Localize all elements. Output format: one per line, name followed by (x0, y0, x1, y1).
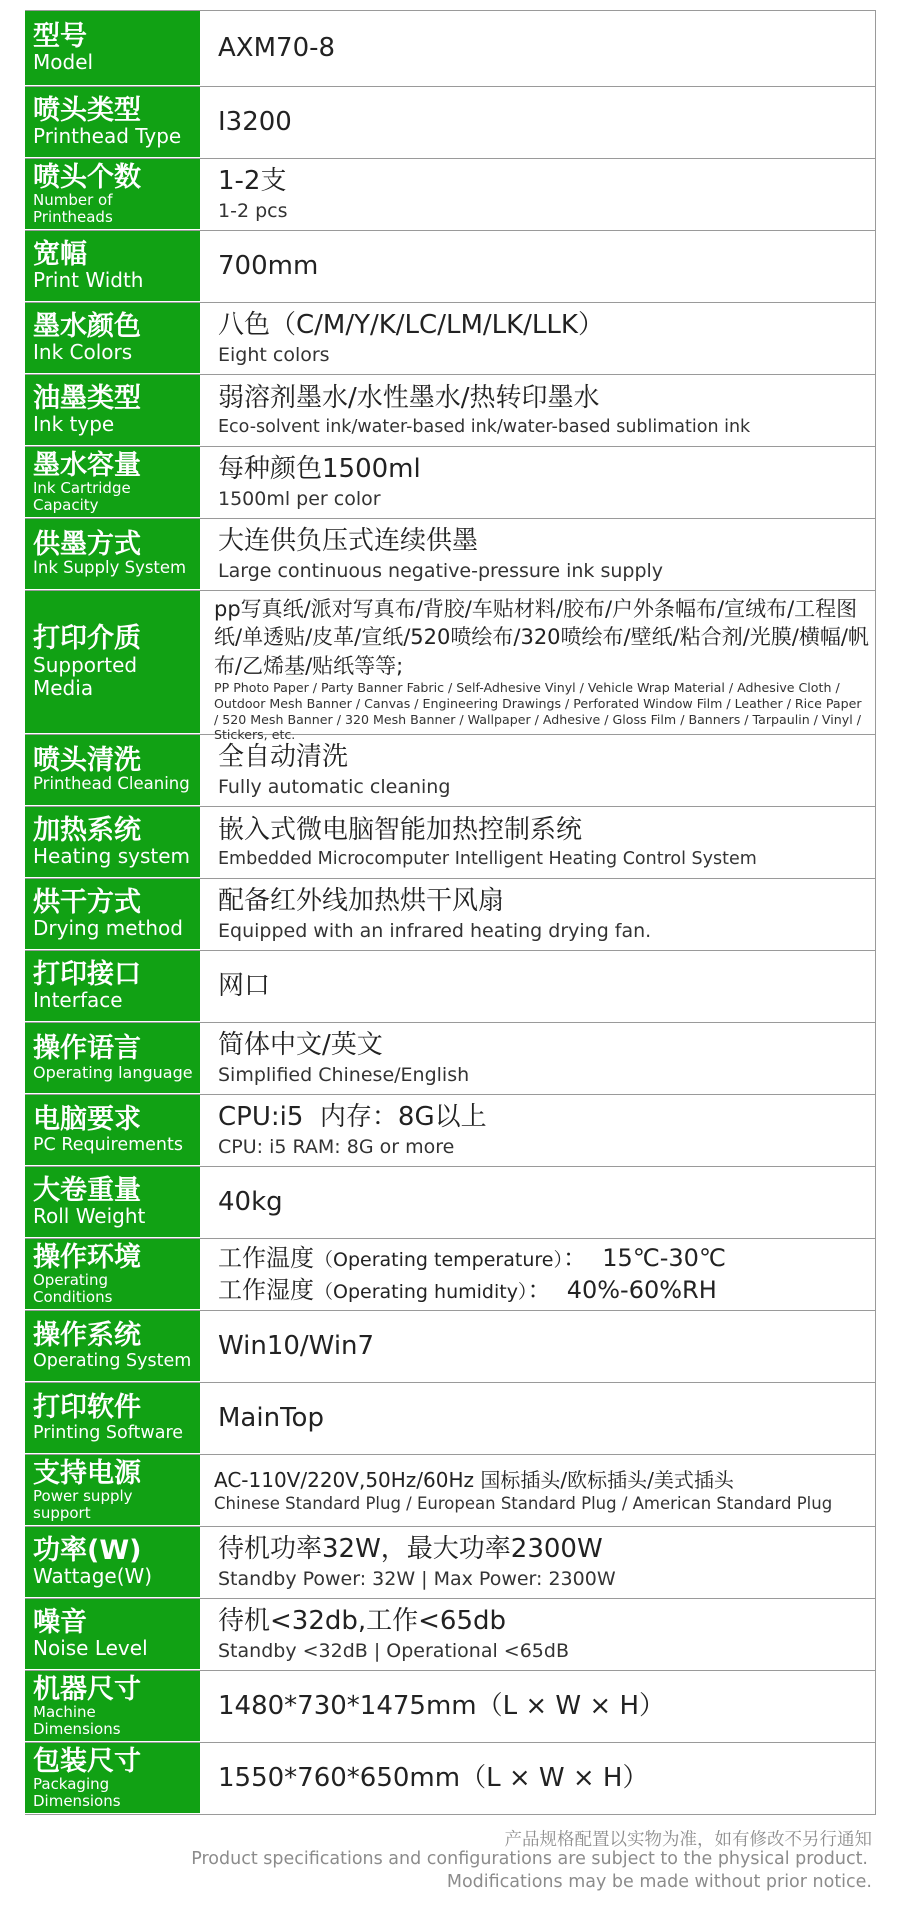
row-value (200, 1671, 875, 1742)
spec-row-power-supply (25, 1455, 875, 1527)
spec-row-interface (25, 951, 875, 1023)
value-main: AC-110V/220V,50Hz/60Hz 国标插头/欧标插头/美式插头 (214, 1467, 734, 1492)
row-value (200, 1455, 875, 1526)
label-cn: 喷头个数 (33, 161, 141, 193)
spec-row-operating-conditions (25, 1239, 875, 1311)
spec-row-packaging-dimensions (25, 1743, 875, 1815)
label-cn: 喷头类型 (33, 94, 141, 126)
row-value (200, 519, 875, 590)
label-en: Wattage(W) (33, 1564, 153, 1589)
value-main: CPU:i5 内存：8G以上 (218, 1102, 487, 1133)
row-label (25, 1239, 200, 1310)
label-cn: 功率(W) (33, 1534, 142, 1566)
value-sub: Chinese Standard Plug / European Standard Plug / American Standard Plug (214, 1493, 833, 1513)
row-value (200, 1383, 875, 1454)
spec-row-machine-dimensions (25, 1671, 875, 1743)
value-sub: PP Photo Paper / Party Banner Fabric / Self-Adhesive Vinyl / Vehicle Wrap Material / Adhesive Cloth / Outdoor Mesh Banner / Canvas / Engineering Drawings / Perforated Window Film / Leather / Rice Paper / 520 Mesh Banner / 320 Mesh Banner / Wallpaper / Adhesive / Gloss Film / Banners / Tarpaulin / Vinyl / Stickers, etc. (214, 680, 862, 743)
label-en: Printhead Cleaning (33, 774, 190, 794)
row-label (25, 1383, 200, 1454)
row-value (200, 1239, 875, 1310)
label-en: Machine Dimensions (33, 1703, 121, 1738)
value-main: 1480*730*1475mm（L × W × H） (218, 1690, 665, 1721)
row-label (25, 1743, 200, 1814)
humidity-label-en: （Operating humidity） (314, 1280, 528, 1303)
label-en: Print Width (33, 268, 144, 293)
value-sub: Simplified Chinese/English (218, 1064, 470, 1087)
value-main: 700mm (218, 250, 319, 281)
label-en: Printhead Type (33, 124, 182, 149)
value-sub: Embedded Microcomputer Intelligent Heating Control System (218, 849, 757, 870)
footer-note-cn: 产品规格配置以实物为准，如有修改不另行通知 (504, 1830, 872, 1850)
label-en: Roll Weight (33, 1204, 146, 1229)
row-value (200, 1095, 875, 1166)
row-value (200, 87, 875, 158)
value-main: 1-2支 (218, 166, 287, 197)
value-main: MainTop (218, 1402, 324, 1433)
footer-note-en-2: Modifications may be made without prior notice. (446, 1872, 872, 1892)
row-value (200, 159, 875, 230)
label-cn: 供墨方式 (33, 528, 141, 560)
value-main: I3200 (218, 106, 292, 137)
spec-row-wattage (25, 1527, 875, 1599)
row-value (200, 447, 875, 518)
spec-row-heating-system (25, 807, 875, 879)
row-value (200, 879, 875, 950)
row-value (200, 807, 875, 878)
row-label (25, 1527, 200, 1598)
label-en: Ink Supply System (33, 558, 187, 578)
footer-note-en-1: Product specifications and configurations are subject to the physical product. (191, 1849, 868, 1869)
row-label (25, 951, 200, 1022)
label-cn: 烘干方式 (33, 886, 141, 918)
label-en: Printing Software (33, 1422, 184, 1443)
label-en: Operating Conditions (33, 1271, 113, 1306)
spec-row-ink-colors (25, 303, 875, 375)
row-label (25, 1167, 200, 1238)
value-line-humidity (218, 1275, 871, 1306)
value-sub: 1500ml per color (218, 488, 381, 511)
humidity-label-cn: 工作湿度 (218, 1275, 314, 1304)
value-sub: Eight colors (218, 344, 330, 367)
value-main: 配备红外线加热烘干风扇 (218, 886, 505, 917)
row-value (200, 375, 875, 446)
row-label (25, 879, 200, 950)
value-sub: Fully automatic cleaning (218, 776, 451, 799)
row-value (200, 1599, 875, 1670)
row-value (200, 1023, 875, 1094)
spec-row-ink-capacity (25, 447, 875, 519)
label-cn: 操作环境 (33, 1241, 141, 1273)
row-label (25, 1455, 200, 1526)
label-cn: 大卷重量 (33, 1174, 141, 1206)
label-en: Drying method (33, 916, 183, 941)
label-cn: 操作语言 (33, 1032, 141, 1064)
label-en: Supported Media (33, 652, 138, 700)
row-label (25, 1023, 200, 1094)
label-cn: 加热系统 (33, 814, 141, 846)
row-value (200, 231, 875, 302)
row-value (200, 951, 875, 1022)
spec-row-pc-requirements (25, 1095, 875, 1167)
value-sub: CPU: i5 RAM: 8G or more (218, 1136, 455, 1159)
spec-row-ink-type (25, 375, 875, 447)
label-en: Operating language (33, 1062, 193, 1082)
spec-row-model (25, 11, 875, 87)
row-value (200, 1527, 875, 1598)
label-en: Model (33, 50, 94, 75)
row-label (25, 519, 200, 590)
label-en: Operating System (33, 1350, 192, 1371)
value-main: 大连供负压式连续供墨 (218, 526, 479, 557)
row-label (25, 159, 200, 230)
label-cn: 机器尺寸 (33, 1673, 141, 1705)
row-label (25, 11, 200, 86)
label-cn: 打印介质 (33, 623, 141, 655)
label-en: Ink Cartridge Capacity (33, 479, 131, 514)
value-main: 1550*760*650mm（L × W × H） (218, 1762, 649, 1793)
row-label (25, 807, 200, 878)
label-en: Ink Colors (33, 340, 133, 365)
temp-label-cn: 工作温度 (218, 1244, 314, 1273)
label-en: Noise Level (33, 1636, 148, 1661)
value-main: 待机<32db,工作<65db (218, 1606, 507, 1637)
value-main: Win10/Win7 (218, 1330, 375, 1361)
value-sub: Standby <32dB | Operational <65dB (218, 1640, 569, 1663)
row-label (25, 447, 200, 518)
spec-row-printhead-cleaning (25, 735, 875, 807)
spec-row-drying-method (25, 879, 875, 951)
label-cn: 噪音 (33, 1606, 87, 1638)
row-label (25, 1599, 200, 1670)
label-cn: 墨水容量 (33, 449, 141, 481)
label-en: Interface (33, 988, 123, 1013)
spec-row-print-width (25, 231, 875, 303)
label-cn: 操作系统 (33, 1320, 141, 1352)
row-value (200, 1167, 875, 1238)
label-en: Heating system (33, 844, 191, 869)
row-label (25, 735, 200, 806)
temp-range: ： 15℃-30℃ (562, 1244, 726, 1273)
spec-row-printhead-type (25, 87, 875, 159)
row-value (200, 1743, 875, 1814)
label-en: Number of Printheads (33, 191, 113, 226)
value-main: 待机功率32W，最大功率2300W (218, 1534, 603, 1565)
row-value (200, 11, 875, 86)
value-line-temperature (218, 1243, 871, 1274)
label-cn: 支持电源 (33, 1457, 141, 1489)
row-label (25, 375, 200, 446)
spec-row-ink-supply (25, 519, 875, 591)
value-sub: Standby Power: 32W | Max Power: 2300W (218, 1568, 616, 1591)
label-en: Power supply support (33, 1487, 133, 1522)
label-cn: 喷头清洗 (33, 744, 141, 776)
spec-row-printhead-count (25, 159, 875, 231)
value-sub: 1-2 pcs (218, 200, 288, 223)
row-value (200, 303, 875, 374)
label-cn: 墨水颜色 (33, 310, 141, 342)
value-main: 全自动清洗 (218, 742, 349, 773)
spec-row-printing-software (25, 1383, 875, 1455)
value-main: 每种颜色1500ml (218, 454, 421, 485)
label-cn: 打印软件 (33, 1392, 141, 1424)
value-main: AXM70-8 (218, 32, 336, 63)
spec-row-operating-language (25, 1023, 875, 1095)
row-value (200, 1311, 875, 1382)
row-label (25, 1095, 200, 1166)
spec-row-noise-level (25, 1599, 875, 1671)
value-sub: Eco-solvent ink/water-based ink/water-based sublimation ink (218, 417, 751, 438)
label-cn: 宽幅 (33, 238, 87, 270)
row-label (25, 591, 200, 734)
spec-row-supported-media (25, 591, 875, 743)
spec-table (25, 10, 876, 1815)
label-en: Packaging Dimensions (33, 1775, 121, 1810)
row-label (25, 1311, 200, 1382)
value-sub: Equipped with an infrared heating drying fan. (218, 920, 652, 943)
row-label (25, 1671, 200, 1742)
value-sub: Large continuous negative-pressure ink supply (218, 560, 664, 583)
label-cn: 型号 (33, 20, 87, 52)
row-value (200, 591, 875, 743)
row-label (25, 303, 200, 374)
row-value (200, 735, 875, 806)
spec-row-roll-weight (25, 1167, 875, 1239)
label-cn: 电脑要求 (33, 1104, 141, 1136)
value-main: 八色（C/M/Y/K/LC/LM/LK/LLK） (218, 310, 604, 341)
row-label (25, 87, 200, 158)
spec-row-operating-system (25, 1311, 875, 1383)
label-cn: 打印接口 (33, 958, 141, 990)
label-cn: 包装尺寸 (33, 1745, 141, 1777)
value-main: 简体中文/英文 (218, 1030, 383, 1061)
value-main: 40kg (218, 1186, 283, 1217)
row-label (25, 231, 200, 302)
humidity-range: ： 40%-60%RH (527, 1275, 717, 1304)
value-main: 弱溶剂墨水/水性墨水/热转印墨水 (218, 383, 600, 414)
label-en: PC Requirements (33, 1134, 183, 1155)
value-main: 网口 (218, 970, 271, 1001)
value-main: 嵌入式微电脑智能加热控制系统 (218, 815, 583, 846)
label-en: Ink type (33, 412, 115, 437)
label-cn: 油墨类型 (33, 382, 141, 414)
temp-label-en: （Operating temperature） (314, 1249, 563, 1272)
value-main: pp写真纸/派对写真布/背胶/车贴材料/胶布/户外条幅布/宣绒布/工程图纸/单透贴/皮革/宣纸/520喷绘布/320喷绘布/壁纸/粘合剂/光膜/横幅/帆布/乙烯基/贴纸等等; (214, 597, 869, 678)
